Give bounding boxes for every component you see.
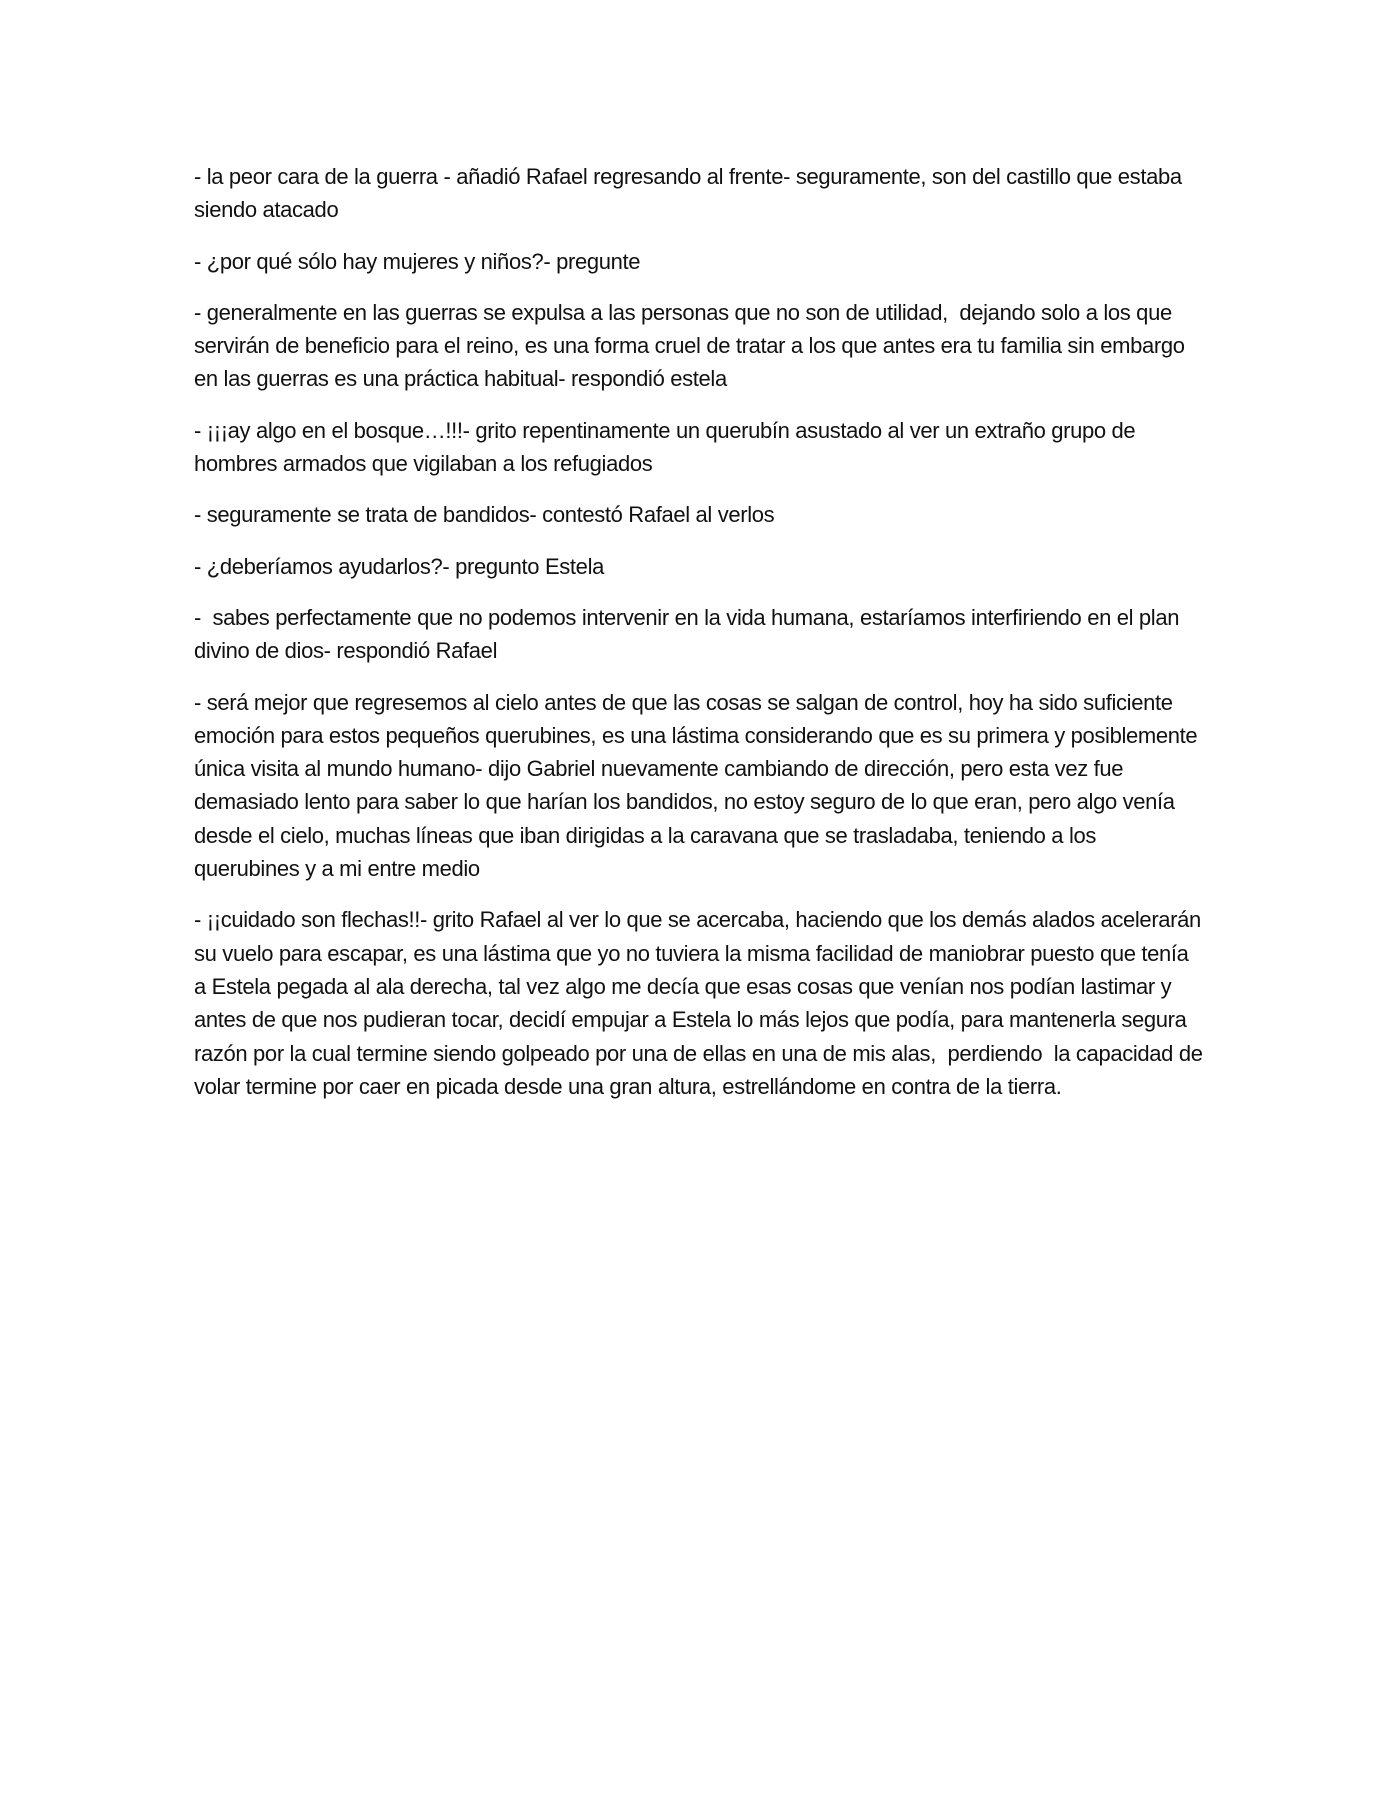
paragraph-2: - ¿por qué sólo hay mujeres y niños?- pregunte: [194, 248, 641, 274]
paragraph-8: - será mejor que regresemos al cielo antes de que las cosas se salgan de control, hoy ha sido suficiente emoción para estos pequeños querubines, es una lástima considerando que es su primera y posiblemente única visita al mundo humano- dijo Gabriel nuevamente cambiando de dirección, pero esta vez fue demasiado lento para saber lo que harían los bandidos, no estoy seguro de lo que eran, pero algo venía desde el cielo, muchas líneas que iban dirigidas a la caravana que se trasladaba, teniendo a los querubines y a mi entre medio: [194, 689, 1204, 882]
paragraph-5: - seguramente se trata de bandidos- contestó Rafael al verlos: [194, 502, 775, 528]
paragraph-7: - sabes perfectamente que no podemos intervenir en la vida humana, estaríamos interfiriendo en el plan divino de dios- respondió Rafael: [194, 604, 1185, 664]
paragraph-9: - ¡¡cuidado son flechas!!- grito Rafael al ver lo que se acercaba, haciendo que los demás alados acelerarán su vuelo para escapar, es una lástima que yo no tuviera la misma facilidad de maniobrar puesto que tenía a Estela pegada al ala derecha, tal vez algo me decía que esas cosas que venían nos podían lastimar y antes de que nos pudieran tocar, decidí empujar a Estela lo más lejos que podía, para mantenerla segura razón por la cual termine siendo golpeado por una de ellas en una de mis alas, perdiendo la capacidad de volar termine por caer en picada desde una gran altura, estrellándome en contra de la tierra.: [194, 907, 1209, 1099]
paragraph-3: - generalmente en las guerras se expulsa a las personas que no son de utilidad, dejando solo a los que servirán de beneficio para el reino, es una forma cruel de tratar a los que antes era tu familia sin embargo en las guerras es una práctica habitual- respondió estela: [194, 299, 1191, 392]
paragraph-4: - ¡¡¡ay algo en el bosque…!!!- grito repentinamente un querubín asustado al ver un extraño grupo de hombres armados que vigilaban a los refugiados: [194, 417, 1142, 477]
document-body: [194, 160, 1209, 1121]
paragraph-6: - ¿deberíamos ayudarlos?- pregunto Estela: [194, 553, 604, 579]
paragraph-1: - la peor cara de la guerra - añadió Rafael regresando al frente- seguramente, son del castillo que estaba siendo atacado: [194, 164, 1188, 223]
